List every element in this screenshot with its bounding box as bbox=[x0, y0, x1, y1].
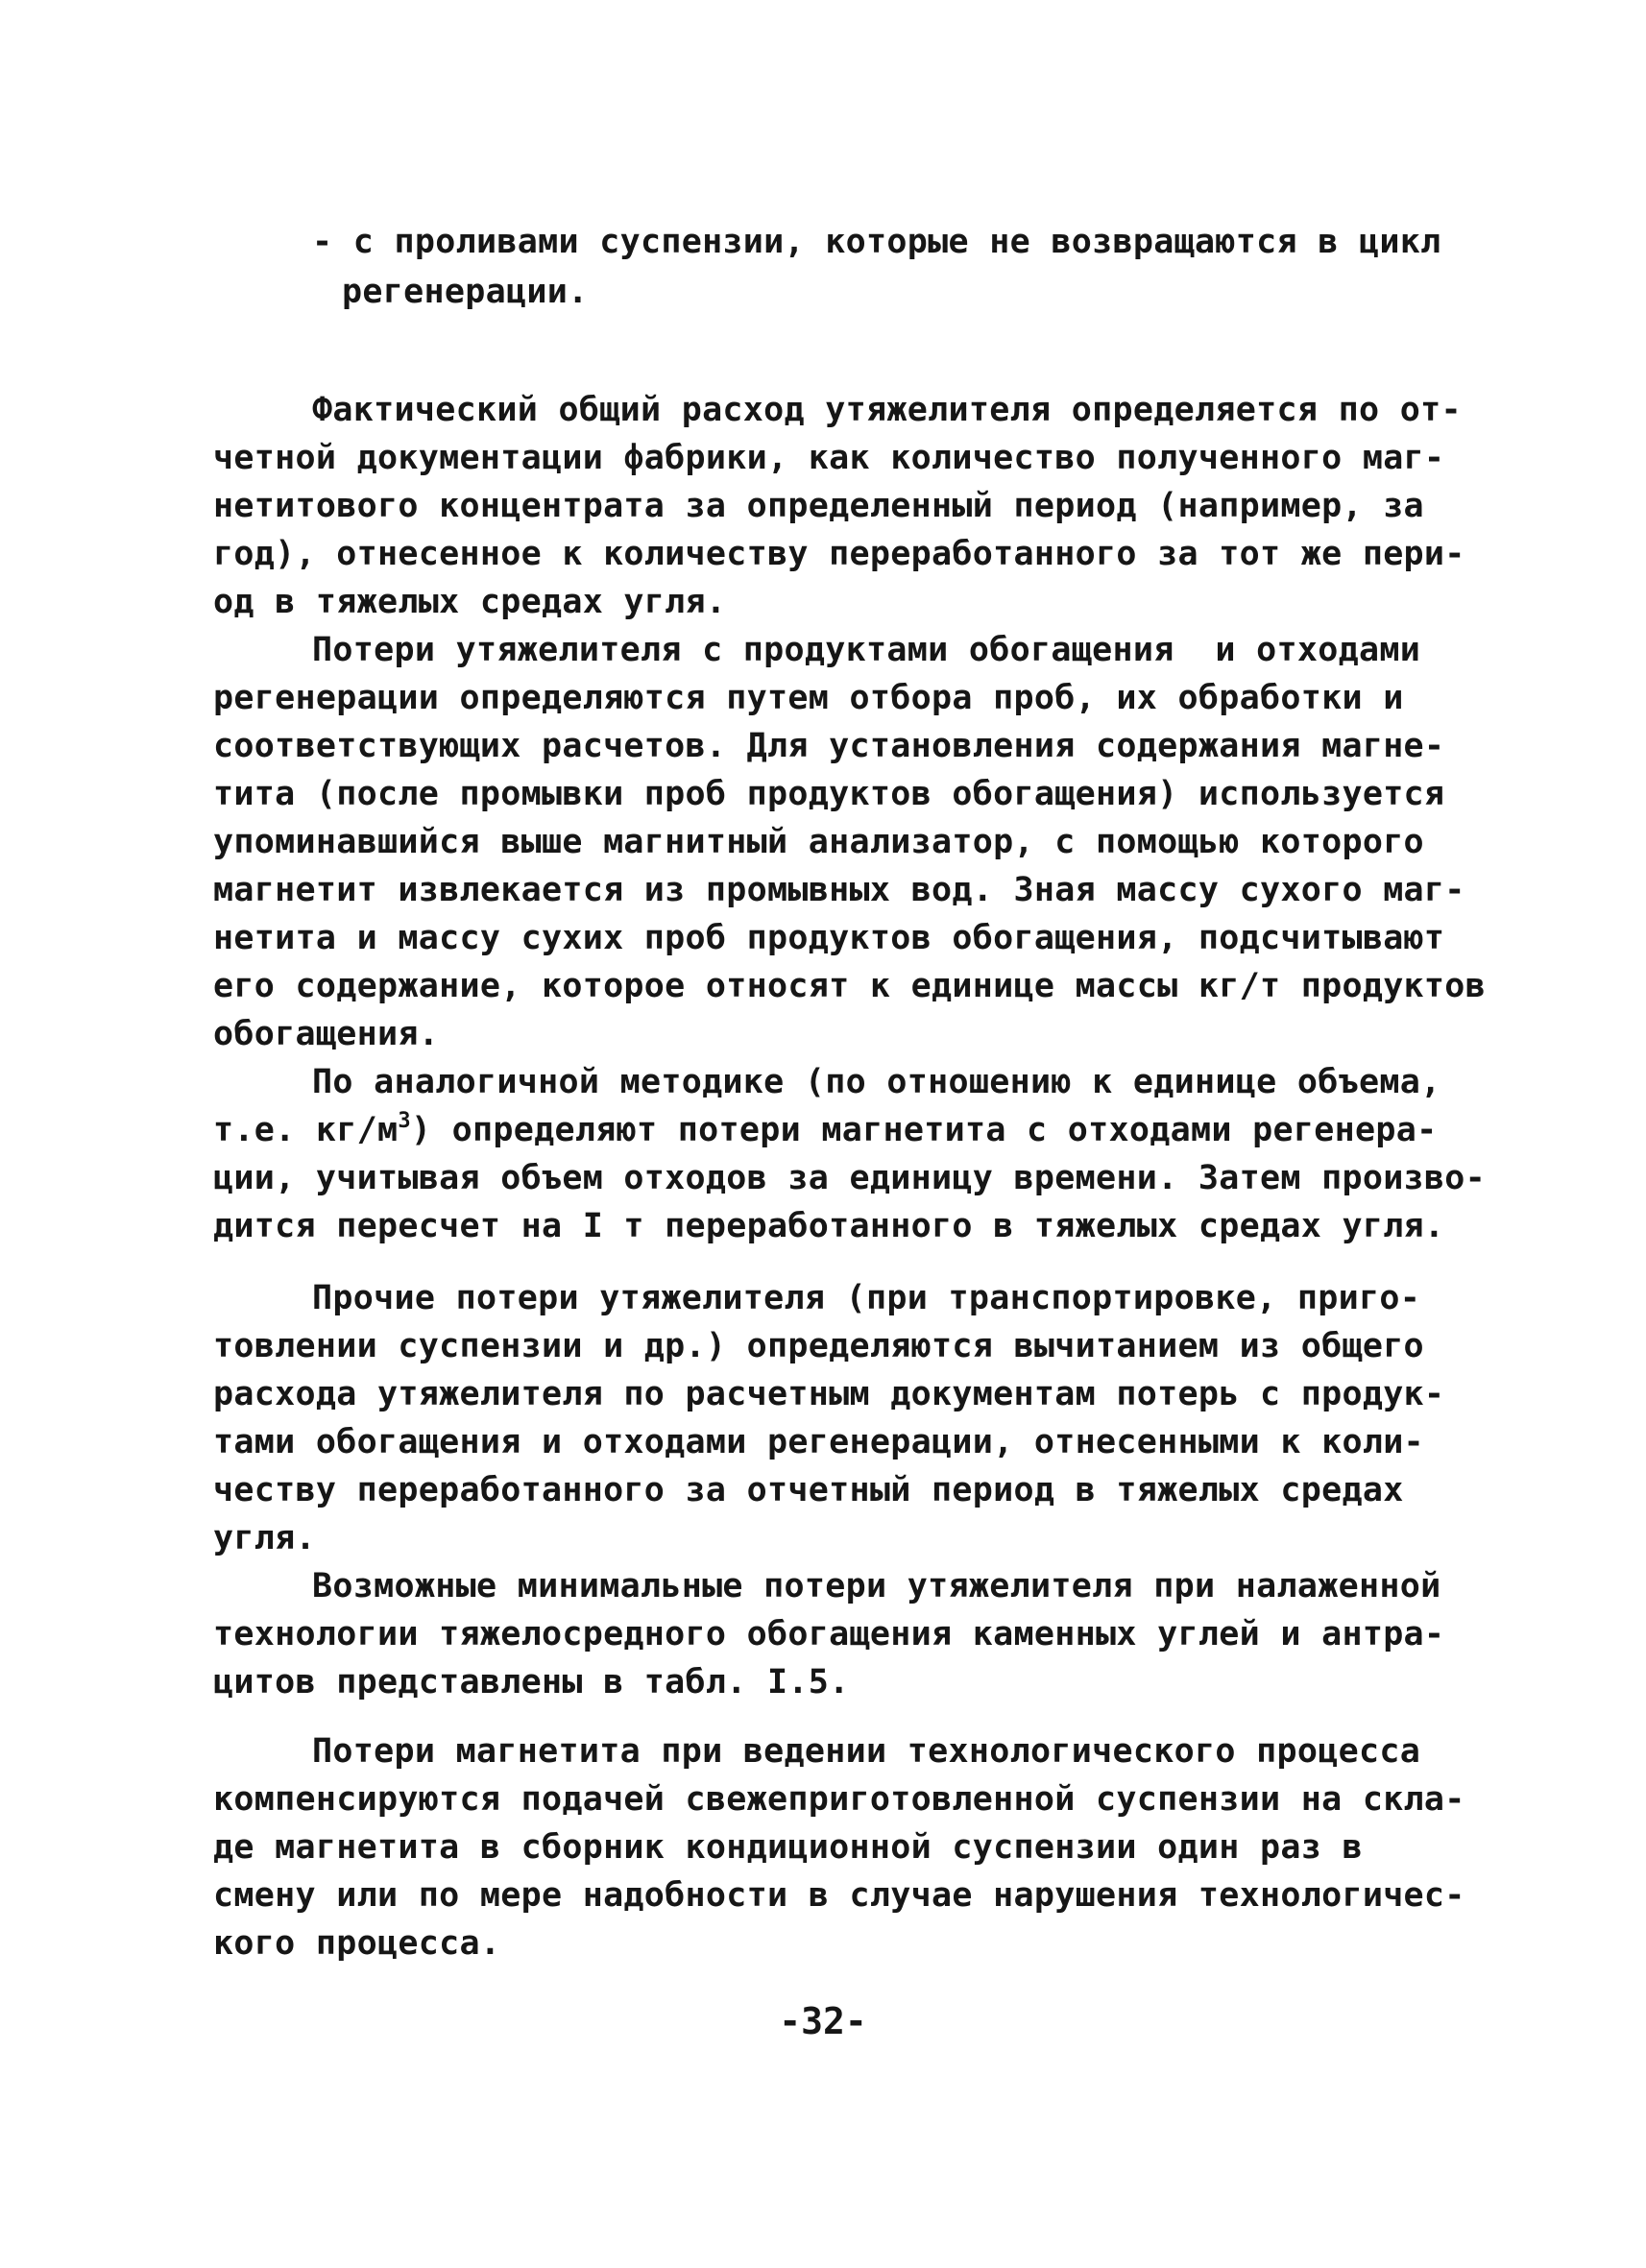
paragraph-3-line-2-start: т.е. кг/м bbox=[213, 1111, 399, 1149]
paragraph-1-line-2: четной документации фабрики, как количество полученного маг- bbox=[213, 439, 1445, 477]
paragraph-1-line-5: од в тяжелых средах угля. bbox=[213, 583, 727, 621]
paragraph-5-line-2: технологии тяжелосредного обогащения каменных углей и антра- bbox=[213, 1615, 1445, 1653]
paragraph-2-line-4: тита (после промывки проб продуктов обогащения) используется bbox=[213, 775, 1445, 813]
cubic-superscript: 3 bbox=[398, 1109, 411, 1133]
paragraph-6-line-1: Потери магнетита при ведении технологического процесса bbox=[312, 1732, 1421, 1771]
paragraph-2-line-8: его содержание, которое относят к единице массы кг/т продуктов bbox=[213, 967, 1487, 1005]
bullet-line-1: - с проливами суспензии, которые не возвращаются в цикл bbox=[312, 223, 1441, 261]
paragraph-2-line-9: обогащения. bbox=[213, 1015, 440, 1053]
paragraph-3-line-4: дится пересчет на I т переработанного в тяжелых средах угля. bbox=[213, 1207, 1445, 1245]
paragraph-2-line-1: Потери утяжелителя с продуктами обогащения и отходами bbox=[312, 631, 1421, 669]
paragraph-2-line-3: соответствующих расчетов. Для установления содержания магне- bbox=[213, 727, 1445, 765]
paragraph-3-line-2 bbox=[213, 1107, 1438, 1153]
paragraph-4-line-3: расхода утяжелителя по расчетным документам потерь с продук- bbox=[213, 1375, 1445, 1413]
paragraph-2-line-6: магнетит извлекается из промывных вод. Зная массу сухого маг- bbox=[213, 871, 1465, 909]
paragraph-6-line-3: де магнетита в сборник кондиционной суспензии один раз в bbox=[213, 1828, 1363, 1867]
paragraph-4-line-2: товлении суспензии и др.) определяются вычитанием из общего bbox=[213, 1327, 1424, 1365]
paragraph-4-line-4: тами обогащения и отходами регенерации, отнесенными к коли- bbox=[213, 1423, 1424, 1461]
paragraph-3-line-1: По аналогичной методике (по отношению к единице объема, bbox=[312, 1063, 1441, 1101]
paragraph-2-line-2: регенерации определяются путем отбора проб, их обработки и bbox=[213, 679, 1404, 717]
paragraph-6-line-2: компенсируются подачей свежеприготовленной суспензии на скла- bbox=[213, 1780, 1465, 1819]
paragraph-4-line-6: угля. bbox=[213, 1519, 316, 1557]
paragraph-1-line-1: Фактический общий расход утяжелителя определяется по от- bbox=[312, 391, 1462, 429]
paragraph-1-line-3: нетитового концентрата за определенный период (например, за bbox=[213, 487, 1424, 525]
page-number: -32- bbox=[779, 2000, 867, 2042]
paragraph-2-line-7: нетита и массу сухих проб продуктов обогащения, подсчитывают bbox=[213, 919, 1445, 957]
paragraph-3-line-2-end: ) определяют потери магнетита с отходами регенера- bbox=[410, 1111, 1438, 1149]
bullet-line-2: регенерации. bbox=[342, 273, 589, 311]
paragraph-5-line-3: цитов представлены в табл. I.5. bbox=[213, 1663, 850, 1701]
paragraph-6-line-4: смену или по мере надобности в случае нарушения технологичес- bbox=[213, 1876, 1465, 1915]
paragraph-1-line-4: год), отнесенное к количеству переработанного за тот же пери- bbox=[213, 535, 1465, 573]
paragraph-4-line-5: честву переработанного за отчетный период в тяжелых средах bbox=[213, 1471, 1404, 1509]
paragraph-3-line-3: ции, учитывая объем отходов за единицу времени. Затем произво- bbox=[213, 1159, 1487, 1197]
paragraph-6-line-5: кого процесса. bbox=[213, 1924, 501, 1963]
paragraph-2-line-5: упоминавшийся выше магнитный анализатор, с помощью которого bbox=[213, 823, 1424, 861]
paragraph-4-line-1: Прочие потери утяжелителя (при транспортировке, приго- bbox=[312, 1279, 1421, 1317]
paragraph-5-line-1: Возможные минимальные потери утяжелителя при налаженной bbox=[312, 1567, 1441, 1605]
